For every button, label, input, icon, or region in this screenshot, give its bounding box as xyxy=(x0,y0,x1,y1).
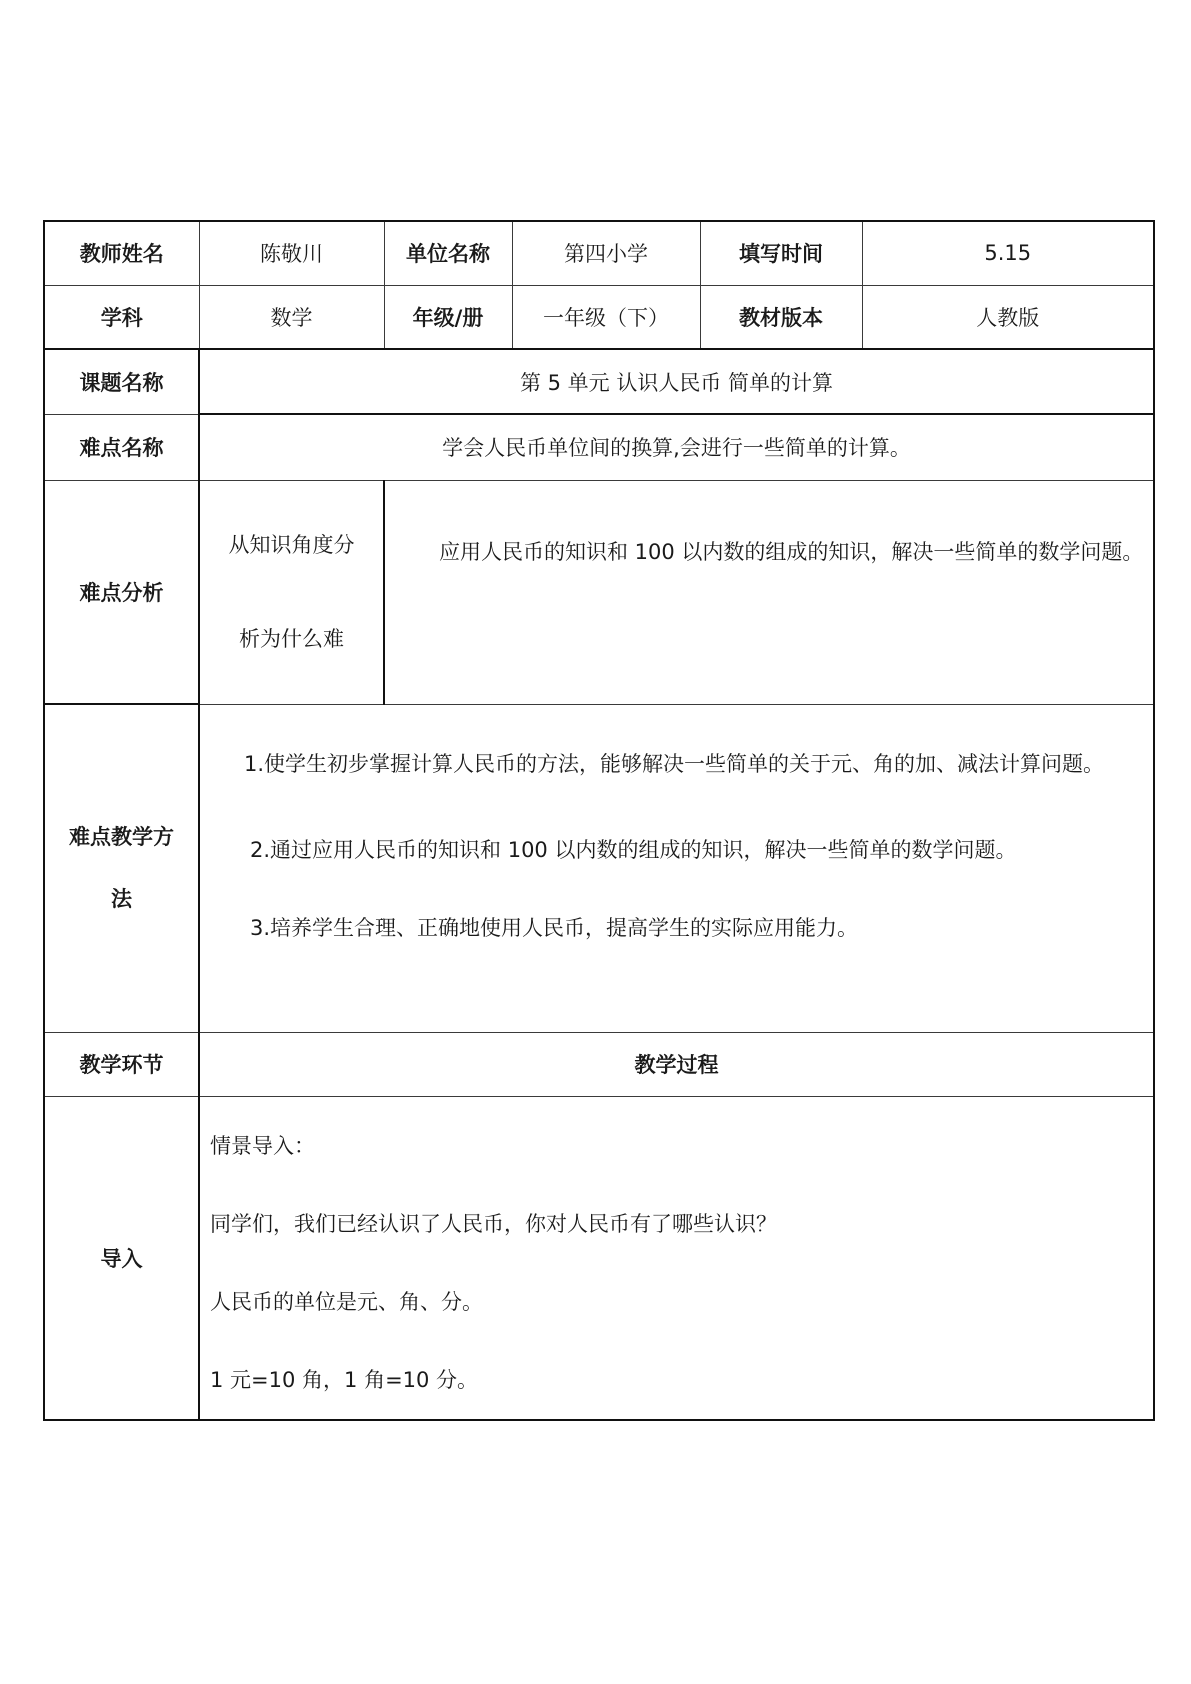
edition-label: 教材版本 xyxy=(700,285,862,349)
analysis-row xyxy=(44,480,1154,704)
teacher-name-label: 教师姓名 xyxy=(44,221,199,285)
difficulty-row xyxy=(44,414,1154,480)
process-header-row xyxy=(44,1032,1154,1096)
method-label-line-1: 难点教学方 xyxy=(69,825,174,850)
analysis-label: 难点分析 xyxy=(44,480,199,704)
subject-label: 学科 xyxy=(44,285,199,349)
unit-name-label: 单位名称 xyxy=(384,221,512,285)
topic-value: 第 5 单元 认识人民币 简单的计算 xyxy=(199,349,1154,414)
unit-name-value: 第四小学 xyxy=(512,221,700,285)
analysis-sub-question-line-1: 从知识角度分 xyxy=(228,533,355,557)
method-item-1: 1.使学生初步掌握计算人民币的方法，能够解决一些简单的关于元、角的加、减法计算问题。 xyxy=(244,751,1105,776)
difficulty-value: 学会人民币单位间的换算,会进行一些简单的计算。 xyxy=(199,414,1154,480)
intro-line-4: 1 元=10 角，1 角=10 分。 xyxy=(210,1367,479,1392)
topic-row xyxy=(44,349,1154,414)
teaching-stage-label: 教学环节 xyxy=(44,1032,199,1096)
analysis-sub-question xyxy=(199,480,384,704)
method-row xyxy=(44,704,1154,1032)
method-content xyxy=(199,704,1154,1032)
teacher-name-value: 陈敬川 xyxy=(199,221,384,285)
grade-value: 一年级（下） xyxy=(512,285,700,349)
topic-label: 课题名称 xyxy=(44,349,199,414)
method-item-2: 2.通过应用人民币的知识和 100 以内数的组成的知识，解决一些简单的数学问题。 xyxy=(250,837,1017,862)
method-label xyxy=(44,704,199,1032)
teaching-process-label: 教学过程 xyxy=(199,1032,1154,1096)
fill-date-value: 5.15 xyxy=(862,221,1154,285)
intro-content xyxy=(199,1096,1154,1420)
intro-line-3: 人民币的单位是元、角、分。 xyxy=(210,1289,483,1314)
info-row-2 xyxy=(44,285,1154,349)
analysis-content: 应用人民币的知识和 100 以内数的组成的知识，解决一些简单的数学问题。 xyxy=(384,480,1154,704)
method-label-line-2: 法 xyxy=(111,887,132,912)
edition-value: 人教版 xyxy=(862,285,1154,349)
intro-row xyxy=(44,1096,1154,1420)
lesson-plan-table xyxy=(43,220,1155,1421)
intro-line-1: 情景导入： xyxy=(210,1133,315,1158)
grade-label: 年级/册 xyxy=(384,285,512,349)
intro-label: 导入 xyxy=(44,1096,199,1420)
info-row-1 xyxy=(44,221,1154,285)
intro-line-2: 同学们，我们已经认识了人民币，你对人民币有了哪些认识？ xyxy=(210,1211,777,1236)
method-item-3: 3.培养学生合理、正确地使用人民币，提高学生的实际应用能力。 xyxy=(250,915,859,940)
analysis-sub-question-line-2: 析为什么难 xyxy=(239,627,344,651)
fill-date-label: 填写时间 xyxy=(700,221,862,285)
difficulty-label: 难点名称 xyxy=(44,414,199,480)
subject-value: 数学 xyxy=(199,285,384,349)
